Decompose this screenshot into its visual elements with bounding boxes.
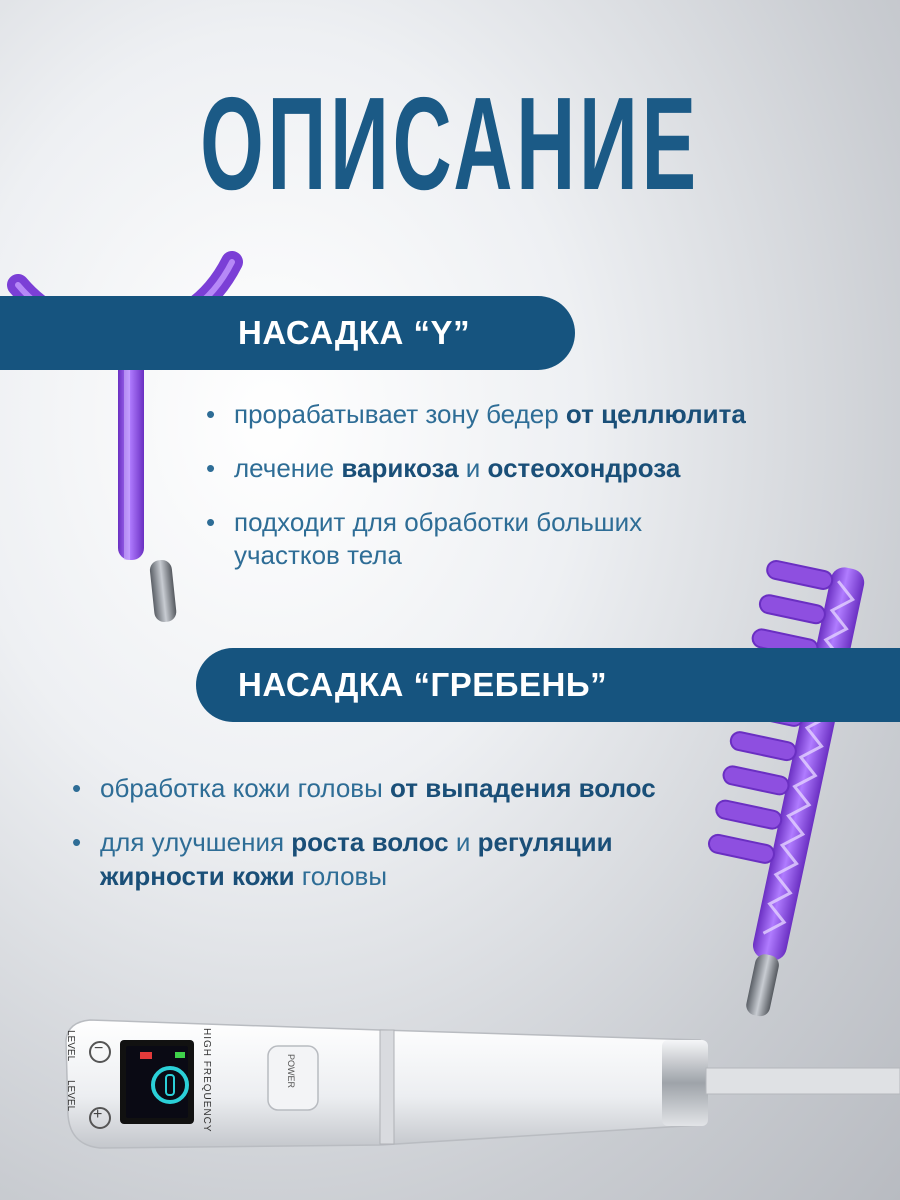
section-y-list <box>206 398 866 593</box>
list-item: • лечение варикоза и остеохондроза <box>206 452 866 486</box>
level-label-bottom: LEVEL <box>65 1080 76 1112</box>
level-label-top: LEVEL <box>65 1030 76 1062</box>
device-image <box>66 1020 900 1148</box>
list-item: • подходит для обработки больших участков тела <box>206 506 754 574</box>
plus-icon: + <box>93 1106 103 1123</box>
list-item: • обработка кожи головы от выпадения волос <box>72 772 680 806</box>
section-y-banner <box>0 296 575 370</box>
list-item: • для улучшения роста волос и регуляции жирности кожи головы <box>72 826 660 894</box>
page-title: ОПИСАНИЕ <box>200 70 700 217</box>
device-brand-label: HIGH FREQUENCY <box>201 1028 212 1133</box>
section-comb-heading: НАСАДКА “ГРЕБЕНЬ” <box>238 666 608 703</box>
section-comb-list <box>72 772 692 913</box>
section-comb-banner <box>196 648 900 722</box>
section-y-heading: НАСАДКА “Y” <box>238 314 471 351</box>
minus-icon: − <box>94 1040 104 1057</box>
comb-attachment-image <box>676 551 867 1018</box>
power-label: POWER <box>286 1054 296 1089</box>
list-item: • прорабатывает зону бедер от целлюлита <box>206 398 866 432</box>
